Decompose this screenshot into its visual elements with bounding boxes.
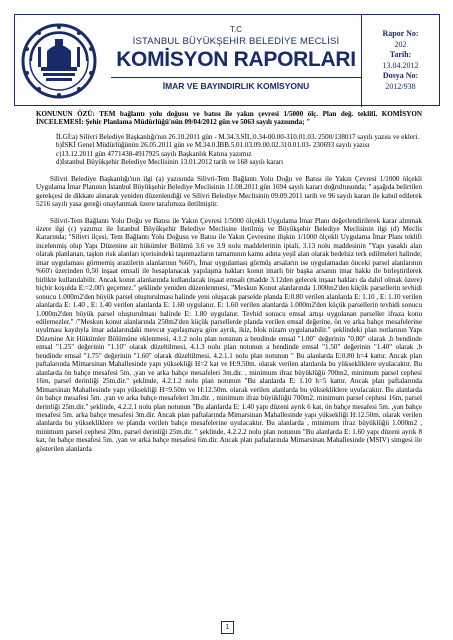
file-no-label: Dosya No: (382, 71, 419, 80)
reference-list (56, 133, 422, 167)
istanbul-municipality-logo (21, 21, 97, 101)
date-label: Tarih: (389, 50, 412, 59)
header-titles (105, 15, 367, 107)
body-paragraph: Silivri-Tem Bağlantı Yolu Doğu ve Batısı ile Yakın Çevresi 1/5000 ölçekli Uygulama İmar Planı değerlendirilerek karar alınmak üzere ilgi (c) yazımız ile İstanbul Büyükşehir Belediye Meclisine iletilmiş ve Büyükşehir Belediye Meclisinin ilgi (d) Meclis Kararında; "Silivri ilçesi, Tem Bağlantı Yolu Doğusu ve Batısı ile Yakın Çevresine ilişkin 1/1000 ölçekli Uygulama İmar Planı teklifi incelenmiş olup Yapı Düzenine ait hükümler Bölümü 3.6 ve 3.9 nolu maddelerinin iptali, 3.13 nolu maddesinin "Yapı yasaklı alan olarak planlanan, taşkın risk alanları içerisindeki taşınmazların tamamının kamu adına yeşil alan olarak bedelsiz terk edilmeleri halinde; imar uygulaması görmemiş arazilerin alanlarının %60'ı, İmar uygulaması görmüş arsaların ise uygulamadan önceki parsel alanlarının %60'ı üzerinden 0,50 inşaat emsali ile hesaplanacak yapılaşma hakları konut imarlı bir başka arsanın imar hakkı ile birleştirilerek birlikte kullanılabilir. Ancak konut alanlarında kullanılacak inşaat emsali (madde 3.12den gelecek inşaat hakları da dahil olmak üzere) hiçbir koşulda E:=2.00'ı geçemez." şeklinde yeniden düzenlenmesi, "Meskun Konut alanlarında 1.000m2'den küçük parsellerin tevhidi sonucu 1.000m2'den büyük parsel oluşturulması halinde yeni oluşacak parselde planda E:0.80 verilen alanlarda E: 1.10 , E: 1.10 verilen alanlarda E: 1.40 , E: 1.40 verilen alanlarda E: 1.60 uygulanır. E: 1.60 verilen alanlarda 1.000m2'den küçük parsellerin tevhidi sonucu 1.000m2'den büyük parsel oluşturulması halinde E: 1.80 uygulanır. Tevhid sonucu emsal artışı uygulanan parseller ifraza konu edilemezler." /"Meskun konut alanlarında 250m2'den küçük parsellerde planda verilen emsal değerine, ön ve arka bahçe mesafelerine uyulması kaydıyla imar adalarındaki mevcut yapılaşmaya göre ayrık, ikiz, blok nizam uygulanabilir." şeklindeki plan notlarının Yapı Düzenine Ait Hükümler Bölümüne eklenmesi, 4.1.2 nolu plan notunun a bendinde emsal "1.00" değerinin "0.80" olarak ,b bendinde emsal "1.25" değerinin "1.10" olarak düzeltilmesi, 4.1.3 nolu plan notunun a bendinde emsal "1.50" değerinin "1.40" olarak ,b bendinde emsal "1.75" değerinin "1.60" olarak düzeltilmesi, 4.2.1.1 nolu plan notunun " Bu alanlarda E:0.80 h=4 kattır. Ancak plan paftalarında Mimarsinan Mahallesinde yapı yüksekliği H=2 kat ve H:9.50m. olarak verilen alanlarda bu yüksekliklere uyulacaktır. Bu alanlarda ön bahçe mesafesi 5m. ,yan ve arka bahçe mesafeleri 3m.dir. , minimum ifraz büyüklüğü 700m2, minimum parsel cephesi 16m, parsel derinliği 25m.dir." şeklinde, 4.2.1.2 nolu plan notunun "Bu alanlarda E: 1.10 h=5 kattır. Ancak plan paftalarında Mimarsinan Mahallesinde yapı yüksekliği H=9.50m ve H:12.50m. olarak verilen alanlarda bu yüksekliklere uyulacaktır. Bu alanlarda ön bahçe mesafesi 5m. ,yan ve arka bahçe mesafeleri 3m.dir. , minimum ifraz büyüklüğü 700m2, minimum parsel cephesi 16m, parsel derinliği 25m.dir." şeklinde, 4.2.2.1 nolu plan notunun "Bu alanlarda E: 1.40 yapı düzeni ayrık 6 kat, ön bahçe mesafesi 5m. ,yan bahçe mesafesi 5m. arka bahçe mesafesi 3m.dir. Ancak plan paftalarında Mimarsinan Mahallesinde yapı yüksekliği H:12.50m. olarak verilen alanlarda bu yüksekliklere ve planda verilen bahçe mesafelerine uyulacaktır. Bu alanlarda , minimum ifraz büyüklüğü 1.000m2 , minimum parsel cephesi 20m, parsel derinliği 25m.dir. " şeklinde, 4.2.2.2 nolu plan notunun "Bu alanlarda E: 1.60 yapı düzeni ayrık 8 kat, ön bahçe mesafesi 5m. ,yan ve arka bahçe mesafesi 6m.dir. Ancak plan paftalarında Mimarsinan Mahallesinde (MSIV) simgesi ile gösterilen alanlarda (36, 216, 422, 453)
report-no-value: 202 (394, 39, 407, 49)
page-number: 1 (221, 621, 234, 634)
header-divider (111, 77, 361, 78)
commission-name: İMAR VE BAYINDIRLIK KOMİSYONU (162, 81, 310, 91)
report-header (14, 14, 440, 106)
reference-item: c)13.12.2011 gün 4771438-4917925 sayılı Başkanlık Katına yazımız (56, 149, 252, 158)
body-paragraph: Silivri Belediye Başkanlığı'nın ilgi (a) yazısında Silivri-Tem Bağlantı Yolu Doğu ve Batısı ile Yakın Çevresi 1/1000 ölçekli Uygulama İmar Planının İstanbul Büyükşehir Belediye Meclisinin 11.08.2011 gün 1694 sayılı kararı doğrultusunda; " aşağıda belirtilen gerekçesi de dikkate alınarak yeniden düzenlendiği ve Silivri Belediye Meclisinin 09.09.2011 tarih ve 96 sayılı kararı ile kabul edilerek 5216 sayılı yasa gereği onaylanmak üzere tarafımıza iletilmiştir. (36, 174, 422, 209)
report-no-label: Rapor No: (382, 29, 419, 38)
report-title: KOMİSYON RAPORLARI (116, 48, 356, 71)
reference-item: İLGİ:a) Silivri Belediye Başkanlığı'nın 26.10.2011 gün - M.34.3.SİL.0.34-00.00-310.01.03. 2500/138017 sayılı yazısı ve ekleri. (56, 132, 420, 141)
tc-label: T.C (230, 25, 242, 34)
date-value: 13.04.2012 (382, 60, 419, 70)
file-no-value: 2012/938 (385, 81, 416, 91)
reference-item: d)İstanbul Büyükşehir Belediye Meclisinin 13.01.2012 tarih ve 168 sayılı kararı (56, 158, 284, 167)
report-meta (361, 15, 439, 107)
report-body (36, 110, 422, 453)
council-name: İSTANBUL BÜYÜKŞEHİR BELEDİYE MECLİSİ (132, 36, 340, 47)
subject-line: KONUNUN ÖZÜ: TEM bağlantı yolu doğusu ve batısı ile yakın çevresi 1/5000 ölç. Plan değ. teklifi. KOMİSYON İNCELEMESİ: Şehir Planlama Müdürlüğü'nün 09/04/2012 gün ve 5063 sayılı yazısında; " (36, 110, 422, 127)
reference-item: b)İSKİ Genel Müdürlüğünün 26.05.2011 gün ve M.34.0.İBB.5.01.03.09.00.02.310.01.03- 230693 sayılı yazısı (56, 141, 370, 150)
